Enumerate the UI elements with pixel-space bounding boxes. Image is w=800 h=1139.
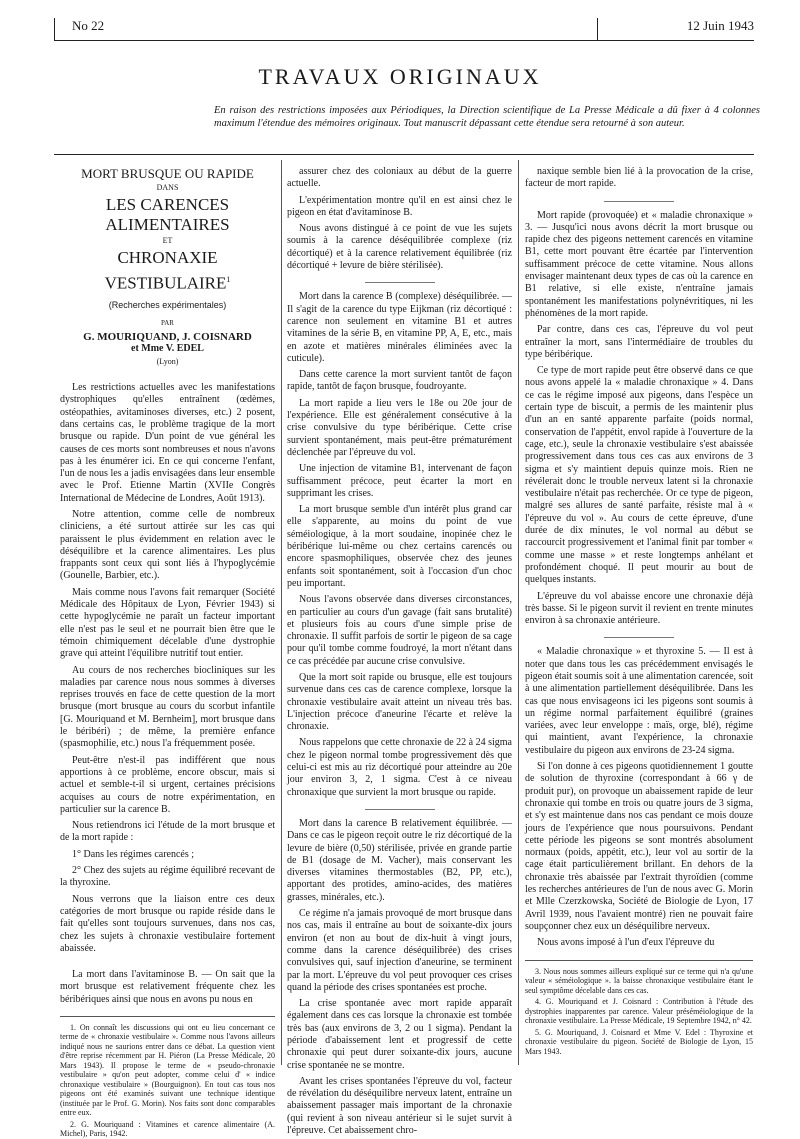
article-title-line1: MORT BRUSQUE OU RAPIDE (81, 166, 254, 181)
paragraph: Que la mort soit rapide ou brusque, elle est toujours survenue dans ces cas de carence complexe, lorsque la chronaxie vestibulaire avait atteint un niveau très bas. L'injection précoce d'aneurine l'écarte et relève la chronaxie. (287, 671, 512, 733)
paragraph: Mort dans la carence B (complexe) déséquilibrée. — Il s'agit de la carence du type Eijkman (riz décortiqué : carence non seulement en vitamine B1 et autres vitamines de la série B, en vitamine PP, A, E, etc., mais en azote et matières minérales éliminées avec la cuticule). (287, 291, 512, 364)
paragraph: La mort brusque semble d'un intérêt plus grand car elle s'apparente, au moins du point de vue séméiologique, à la mort soudaine, inopinée chez le béribérique lui-même ou chez certains carencés ou encore spasmophiliques, observée chez des jeunes enfants soit spontanément, soit à l'occasion d'un choc peu important. (287, 504, 512, 589)
article-title-line2: LES CARENCES ALIMENTAIRES (105, 194, 230, 234)
paragraph: Mort dans la carence B relativement équilibrée. — Dans ce cas le pigeon reçoit outre le riz décortiqué de la levure de bière (0,50) stérilisée, privée en grande partie de B1 (dosage de M. Vacher), mais conservant les diverses vitamines thermostables (B2, PP, etc.), apportant des protides, amino-acides, des matières grasses, minérales, etc.). (287, 817, 512, 903)
header-rule (54, 18, 55, 40)
paragraph: Nous l'avons observée dans diverses circonstances, en particulier au cours d'un gavage (fait sans brutalité) et plusieurs fois au cours d'une simple prise de chronaxie. Il suffit parfois de sortir le pigeon de sa cage pour qu'il tombe comme foudroyé, la mort n'étant dans ce cas précédée par aucune crise convulsive. (287, 594, 512, 667)
footnote: 5. G. Mouriquand, J. Coisnard et Mme V. Edel : Thyroxine et chronaxie vestibulaire du pigeon. Société de Biologie de Lyon, 15 Mars 1943. (525, 1027, 753, 1056)
column-3 (525, 166, 753, 1071)
paragraph: Notre attention, comme celle de nombreux cliniciens, a été surtout attirée sur les cas qui paraissent le plus évidemment en relation avec le déséquilibre et la carence alimentaires. Les plus frappants sont ceux qui sont liés à l'hypoglycémie (Gounelle, Barbier, etc.). (60, 509, 275, 582)
article-title-line3: CHRONAXIE VESTIBULAIRE$^1$ (104, 247, 231, 293)
article-subtitle: (Recherches expérimentales) (108, 299, 227, 310)
paragraph: Nous verrons que la liaison entre ces deux catégories de mort brusque ou rapide réside dans le fait qu'elles sont toujours survenues, dans nos cas, chez les sujets à chronaxie vestibulaire fortement abaissée. (60, 893, 275, 954)
article-title-et: ET (162, 235, 173, 245)
paragraph: 2° Chez des sujets au régime équilibré recevant de la thyroxine. (60, 865, 275, 889)
paragraph: Mort rapide (provoquée) et « maladie chronaxique » 3. — Jusqu'ici nous avons décrit la mort brusque ou rapide chez des pigeons nettement carencés en vitamine B1, cette mort pouvant être écartée par l'intervention suffisamment précoce de cette vitamine. Nous allons envisager maintenant deux types de cas où la carence en B1 relative, si elle existe, n'entraîne jamais spontanément les manifestations polynévritiques, ni les phénomènes de la mort rapide. (525, 209, 753, 319)
section-separator (604, 637, 674, 638)
paragraph: Si l'on donne à ces pigeons quotidiennement 1 goutte de solution de thyroxine (correspondant à 66 γ de produit pur), on provoque un abaissement rapide de leur chronaxie qui tombe en trois ou quatre jours de 3 sigma, et s'y est maintenue dans nos cas pendant ce mois douze jours de l'expérience que nous poursuivons. Pendant cette période les pigeons se sont montrés absolument normaux (poids, appétit, etc.), leur vol au sortir de la cage était particulièrement brillant. En dehors de la chronaxie très abaissée par l'extrait thyroïdien (comme les recherches antérieures de l'un de nous avec G. Morin et Mlle Czerzkowska, Société de Biologie de Lyon, 17 Avril 1939, nous l'avaient montré) rien ne pouvait faire soupçonner chez eux un déséquilibre nerveux. (525, 761, 753, 932)
article-title-dans: DANS (156, 183, 179, 193)
footnote-ref: 1 (226, 274, 231, 284)
footnote: 3. Nous nous sommes ailleurs expliqué sur ce terme qui n'a qu'une valeur « séméiologique ». la baisse chronaxique vestibulaire étant le seul symptôme décelable dans ces cas. (525, 966, 753, 995)
page-header (54, 18, 754, 42)
paragraph: Dans cette carence la mort survient tantôt de façon rapide, tantôt de façon brusque, foudroyante. (287, 369, 512, 393)
footnote: 4. G. Mouriquand et J. Coisnard : Contribution à l'étude des dystrophies inapparentes par carence. Valeur préséméiologique de la chronaxie vestibulaire. La Presse Médicale, 19 Septembre 1942, n° 42. (525, 997, 753, 1026)
issue-date: 12 Juin 1943 (686, 18, 754, 33)
paragraph: L'épreuve du vol abaisse encore une chronaxie déjà très basse. Si le pigeon survit il revient en trente minutes environ à sa chronaxie antérieure. (525, 590, 753, 627)
paragraph: Par contre, dans ces cas, l'épreuve du vol peut entraîner la mort, sans l'intermédiaire de troubles du type béribérique. (525, 324, 753, 360)
section-rule (54, 154, 754, 155)
editorial-notice: En raison des restrictions imposées aux Périodiques, la Direction scientifique de La Presse Médicale a dû fixer à 4 colonnes maximum l'étendue des mémoires originaux. Tout manuscrit dépassant cette étendue sera retourné à son auteur. (214, 105, 760, 129)
column-2 (287, 166, 512, 1137)
issue-number: No 22 (72, 18, 105, 33)
paragraph: Nous avons distingué à ce point de vue les sujets soumis à la carence déséquilibrée complexe (riz décortiqué) et à la carence relativement équilibrée (riz décortiqué + levure de bière stérilisée). (287, 223, 512, 272)
paragraph: Une injection de vitamine B1, intervenant de façon suffisamment précoce, peut écarter la mort en supprimant les crises. (287, 463, 512, 499)
footnote-rule (60, 1016, 275, 1017)
paragraph: Nous avons imposé à l'un d'eux l'épreuve du (537, 937, 715, 949)
paragraph: Peut-être n'est-il pas indifférent que nous apportions à ce problème, encore obscur, mais si actuel et semble-t-il si urgent, certaines précisions acquises au cours de notre expérimentation, en particulier sur la carence B. (60, 754, 275, 815)
paragraph: Ce régime n'a jamais provoqué de mort brusque dans nos cas, mais il entraîne au bout de soixante-dix jours environ (et non au bout de dix-huit à vingt jours, comme dans la carence déséquilibrée) des crises convulsives qui, sauf injection d'aneurine, se terminent par la mort. L'épreuve du vol peut provoquer ces crises quand la période des crises spontanées est proche. (287, 908, 512, 993)
paragraph: Nous rappelons que cette chronaxie de 22 à 24 sigma chez le pigeon normal tombe progressivement dès que celui-ci est mis au riz décortiqué pour atteindre au 20e jour environ 3, 2, 1 sigma. C'est à ce niveau chronaxique que survient la mort brusque ou rapide. (287, 737, 512, 798)
section-title: TRAVAUX ORIGINAUX (258, 64, 542, 89)
article-authors: G. MOURIQUAND, J. COISNARD (83, 331, 252, 344)
paragraph: Au cours de nos recherches biocliniques sur les maladies par carence nous nous sommes à diverses reprises trouvés en face de cette question de la mort brusque (mort brusque au cours du scorbut infantile [G. Mouriquand et M. Bernheim], mort brusque dans le béribéri) ; de même, la première enfance (spasmophilie, etc.) nous l'a fréquemment posée. (60, 664, 275, 750)
paragraph: La mort dans l'avitaminose B. — On sait que la mort brusque est relativement fréquente chez les béribériques ainsi que nous en avons pu nous en (60, 969, 275, 1005)
article-author2: et Mme V. EDEL (131, 343, 204, 355)
section-separator (604, 201, 674, 202)
article-par: PAR (161, 318, 174, 327)
paragraph: La crise spontanée avec mort rapide apparaît également dans ces cas lorsque la chronaxie est tombée très bas (aux environs de 3, 2 ou 1 sigma). Pendant la période d'abaissement lent et progressif de cette chronaxie qui peut durer soixante-dix jours, aucune crise spontanée ne se montre. (287, 998, 512, 1071)
column-rule (281, 160, 282, 1065)
paragraph: Ce type de mort rapide peut être observé dans ce que nous avons appelé la « maladie chronaxique » 4. Dans ce cas le régime imposé aux pigeons, dans l'espèce un certain type de biscuit, a permis de les maintenir plus d'un an en santé apparente parfaite (poids normal, conservation de l'appétit, envol rapide à l'ouverture de la cage, etc.), seule la chronaxie vestibulaire s'est abaissée progressivement dans tous ces cas aux environs de 3 sigma et s'y maintient depuis quinze mois. Rien ne révélerait donc le trouble nerveux latent si la chronaxie vestibulaire n'était pas recherchée. Or ce type de pigeon, malgré ses allures de santé parfaite, résiste mal à « l'épreuve du vol ». Au cours de cette épreuve, d'une durée de dix minutes, le vol normal au début se raccourcit progressivement et l'animal finit par tomber « comme une masse » et reste longtemps anhélant et profondément choqué. Il peut mourir au bout de quelques instants. (525, 365, 753, 586)
section-separator (365, 282, 435, 283)
footnote-rule (525, 960, 753, 961)
section-separator (365, 809, 435, 810)
header-rule (597, 18, 598, 40)
article-location: (Lyon) (156, 356, 179, 366)
footnote: 2. G. Mouriquand : Vitamines et carence alimentaire (A. Michel), Paris, 1942. (60, 1119, 275, 1139)
column-rule (518, 160, 519, 1065)
paragraph: Avant les crises spontanées l'épreuve du vol, facteur de révélation du déséquilibre nerveux latent, entraîne un abaissement passager mais important de la chronaxie (qui revient à son niveau antérieur si le sujet survit à l'épreuve. Cet abaissement chro- (287, 1075, 512, 1137)
column-1 (60, 166, 275, 1139)
paragraph: Mais comme nous l'avons fait remarquer (Société Médicale des Hôpitaux de Lyon, Février 1943) si cette hypoglycémie ne paraît un facteur important elle n'est pas le seul et ne pourrait bien être que le témoin chimiquement décelable d'une dystrophie grave qui atteint l'équilibre nutritif tout entier. (60, 586, 275, 660)
paragraph: assurer chez des coloniaux au début de la guerre actuelle. (287, 166, 512, 190)
paragraph: naxique semble bien lié à la provocation de la crise, facteur de mort rapide. (525, 166, 753, 190)
footnote: 1. On connaît les discussions qui ont eu lieu concernant ce terme de « chronaxie vestibulaire ». Comme nous l'avons ailleurs indiqué nous ne saurions entrer dans ce débat. La question vient d'être reprise récemment par H. Piéron (La Presse Médicale, 20 Mars 1943). Il propose le terme de « pseudo-chronaxie vestibulaire » qu'on peut adopter, comme celui d' « indice chronaxique vestibulaire » (Bourguignon). En tout cas tous nos pigeons ont été examinés suivant une technique identique (instituée par le Prof. G. Morin). Nos faits sont donc comparables entre eux. (60, 1022, 275, 1118)
paragraph: L'expérimentation montre qu'il en est ainsi chez le pigeon en état d'avitaminose B. (287, 194, 512, 218)
paragraph: « Maladie chronaxique » et thyroxine 5. — Il est à noter que dans tous les cas précédemment envisagés le pigeon était soumis soit à une alimentation carencée, soit à une alimentation partiellement déséquilibrée. Dans les cas que nous envisageons ici les pigeons sont soumis à un régime normal parfaitement équilibré (graines variées, avec leur enveloppe : maïs, orge, blé), régime qui maintient, avant l'expérience, la chronaxie vestibulaire du pigeon aux environs de 23-24 sigma. (525, 646, 753, 756)
paragraph: Nous retiendrons ici l'étude de la mort brusque et de la mort rapide : (60, 820, 275, 844)
header-underline (54, 40, 754, 41)
paragraph: La mort rapide a lieu vers le 18e ou 20e jour de l'expérience. Elle est généralement consécutive à la crise convulsive du type béribérique. Cette crise survient spontanément, mais peut-être prématurément déclenchée par l'épreuve du vol. (287, 397, 512, 458)
paragraph: 1° Dans les régimes carencés ; (72, 848, 195, 860)
paragraph: Les restrictions actuelles avec les manifestations dystrophiques qu'elles entraînent (œdèmes, ostéopathies, avitaminoses diverses, etc.) 2 posent, dans certains cas, le problème tragique de la mort brusque ou rapide. D'un point de vue général les causes de ces morts sont nombreuses et nous n'avons pas à les énumérer ici. En ce qui concerne l'enfant, l'un de nous les a jadis envisagées dans leur ensemble avec le Prof. Etienne Martin (XVIIe Congrès International de Médecine de Londres, Août 1913). (60, 382, 275, 504)
